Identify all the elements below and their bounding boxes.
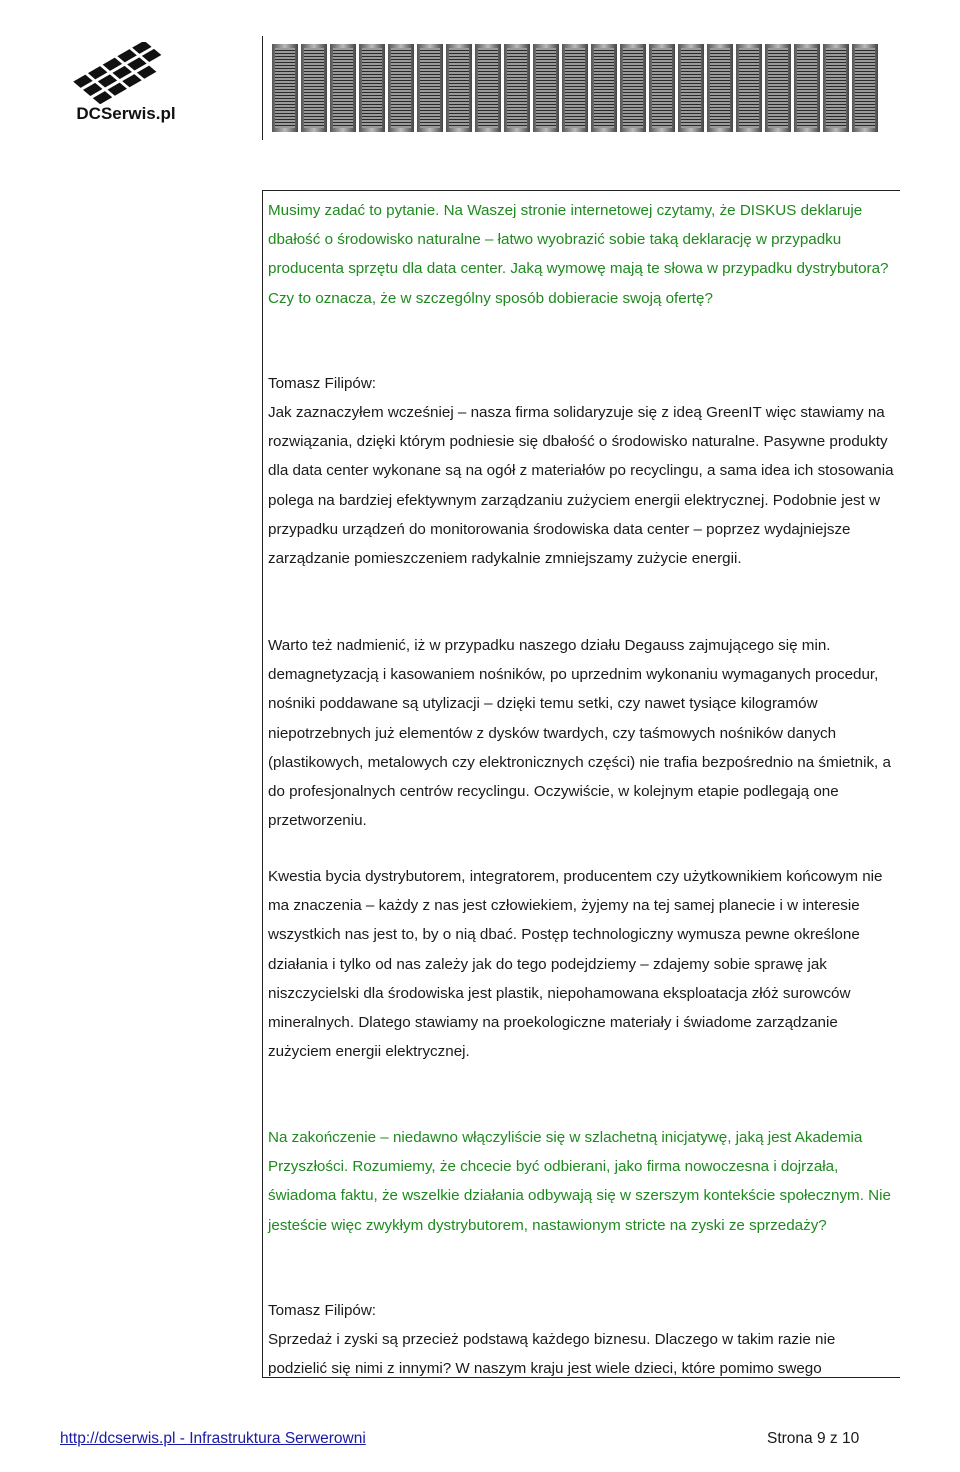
answer-paragraph-2: Warto też nadmienić, iż w przypadku naszego działu Degauss zajmującego się min. demagnetyzacją i kasowaniem nośników, po uprzednim wykonaniu wymaganych procedur, nośniki poddawane są utylizacji – dzięki temu setki, czy nawet tysiące kilogramów niepotrzebnych już elementów z dysków twardych, czy taśmowych nośników danych (plastikowych, metalowych czy elektronicznych części) nie trafia bezpośrednio na śmietnik, a do profesjonalnych centrów recyclingu. Oczywiście, w kolejnym etapie podlegają one przetworzeniu. [268,637,891,830]
logo-grid-icon [66,42,186,104]
server-racks-image [272,42,890,134]
logo-text: DCSerwis.pl [76,104,176,123]
server-rack-slots [449,48,469,128]
server-rack-slots [391,48,411,128]
server-rack-slots [333,48,353,128]
server-rack-slots [565,48,585,128]
header-divider [262,36,263,140]
server-rack-slots [681,48,701,128]
question-paragraph-2: Na zakończenie – niedawno włączyliście się w szlachetną inicjatywę, jaką jest Akademia Przyszłości. Rozumiemy, że chcecie być odbierani, jako firma nowoczesna i dojrzała, świadoma faktu, że wszelkie działania odbywają się w szerszym kontekście społecznym. Nie jesteście więc zwykłym dystrybutorem, nastawionym stricte na zyski ze sprzedaży? [268,1129,891,1234]
server-racks-banner [272,42,890,134]
server-rack-slots [304,48,324,128]
server-rack-slots [710,48,730,128]
server-rack-slots [362,48,382,128]
server-rack-slots [768,48,788,128]
footer-site-link[interactable]: http://dcserwis.pl - Infrastruktura Serwerowni [60,1430,366,1447]
server-rack-slots [652,48,672,128]
server-rack-slots [536,48,556,128]
server-rack-slots [826,48,846,128]
server-rack-slots [275,48,295,128]
table-bottom-border [262,1377,900,1378]
server-rack-slots [594,48,614,128]
server-rack-slots [478,48,498,128]
question-paragraph-1: Musimy zadać to pytanie. Na Waszej stronie internetowej czytamy, że DISKUS deklaruje dbałość o środowisko naturalne – łatwo wyobrazić sobie taką deklarację w przypadku producenta sprzętu dla data center. Jaką wymowę mają te słowa w przypadku dystrybutora? Czy to oznacza, że w szczególny sposób dobieracie swoją ofertę? [268,202,889,307]
server-rack-slots [855,48,875,128]
speaker-label-1: Tomasz Filipów: [268,375,377,392]
server-rack-slots [739,48,759,128]
answer-paragraph-4: Sprzedaż i zyski są przecież podstawą każdego biznesu. Dlaczego w takim razie nie podzielić się nimi z innymi? W naszym kraju jest wiele dzieci, które pomimo swego [268,1331,836,1378]
answer-paragraph-3: Kwestia bycia dystrybutorem, integratorem, producentem czy użytkownikiem końcowym nie ma znaczenia – każdy z nas jest człowiekiem, żyjemy na tej samej planecie i w interesie wszystkich nas jest to, by o nią dbać. Postęp technologiczny wymusza pewne określone działania i tylko od nas zależy jak do tego podejdziemy – zdajemy sobie sprawę jak niszczycielski dla środowiska jest plastik, niepohamowana eksploatacja złóż surowców mineralnych. Dlatego stawiamy na proekologiczne materiały i świadome zarządzanie zużyciem energii elektrycznej. [268,868,883,1061]
speaker-label-2: Tomasz Filipów: [268,1302,377,1319]
server-rack-slots [623,48,643,128]
page-number: Strona 9 z 10 [767,1430,860,1447]
server-rack-slots [797,48,817,128]
server-rack-slots [420,48,440,128]
server-rack-slots [507,48,527,128]
dcserwis-logo [66,42,186,128]
answer-paragraph-1: Jak zaznaczyłem wcześniej – nasza firma solidaryzuje się z ideą GreenIT więc stawiamy na rozwiązania, dzięki którym podniesie się dbałość o środowisko naturalne. Pasywne produkty dla data center wykonane są na ogół z materiałów po recyclingu, a sama idea ich stosowania polega na bardziej efektywnym zarządzaniu zużyciem energii elektrycznej. Podobnie jest w przypadku urządzeń do monitorowania środowiska data center – poprzez wydajniejsze zarządzanie pomieszczeniem radykalnie zmniejszamy zużycie energii. [268,404,894,568]
